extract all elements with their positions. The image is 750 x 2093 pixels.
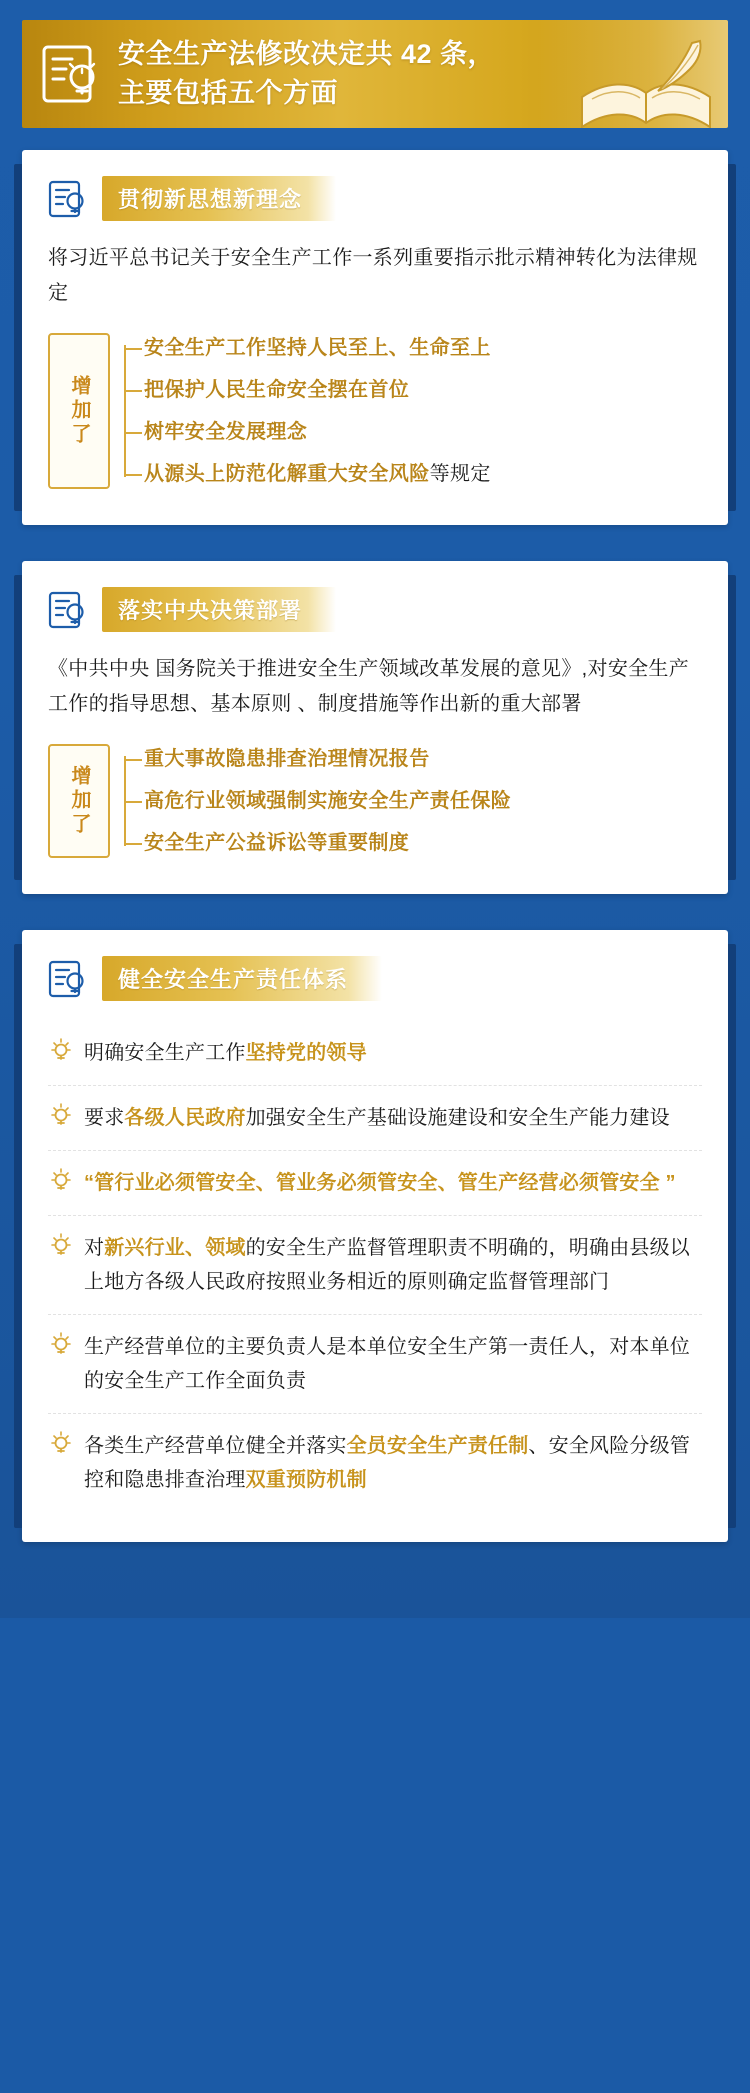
text-plain: 、安全风险分级管控和隐患排查治理 (84, 1435, 691, 1491)
list-item (48, 1086, 702, 1151)
added-item-plain: 等规定 (429, 463, 491, 485)
text-plain: 各类生产经营单位健全并落实 (84, 1435, 347, 1457)
text-plain: 加强安全生产基础设施建设和安全生产能力建设 (245, 1107, 670, 1129)
list-item (48, 1315, 702, 1414)
added-item (144, 822, 702, 864)
text-highlight: 双重预防机制 (245, 1469, 367, 1491)
page-title-line1: 安全生产法修改决定共 42 条， (118, 38, 496, 69)
header-banner (0, 0, 750, 150)
added-item (144, 327, 702, 369)
section-1-added-items (110, 327, 702, 495)
text-highlight: 全员安全生产责任制 (346, 1435, 529, 1457)
lightbulb-bullet-icon (50, 1431, 72, 1457)
section-1-paragraph: 将习近平总书记关于安全生产工作一系列重要指示批示精神转化为法律规定 (48, 247, 698, 304)
section-1-added-tag-label: 增加了 (68, 375, 90, 447)
page-title-line2: 主要包括五个方面 (118, 78, 338, 108)
section-1-title: 贯彻新思想新理念 (102, 176, 336, 221)
section-3-bullets (48, 1021, 702, 1512)
section-2-added-tag (48, 744, 110, 858)
list-item (48, 1151, 702, 1216)
list-item-text (84, 1036, 367, 1070)
list-item-text: 生产经营单位的主要负责人是本单位安全生产第一责任人，对本单位的安全生产工作全面负责 (84, 1336, 690, 1392)
added-item (144, 369, 702, 411)
added-item-gold: 高危行业领域强制实施安全生产责任保险 (144, 790, 512, 812)
section-3-title: 健全安全生产责任体系 (102, 956, 382, 1001)
text-plain: 对 (84, 1237, 105, 1259)
section-1-added-block (48, 327, 702, 495)
section-1-header (48, 176, 702, 221)
added-item (144, 411, 702, 453)
added-item-gold: 安全生产工作坚持人民至上、生命至上 (144, 337, 491, 359)
text-plain: 明确安全生产工作 (84, 1042, 246, 1064)
list-item (48, 1216, 702, 1315)
section-2-added-block (48, 738, 702, 864)
added-item-gold: 安全生产公益诉讼等重要制度 (144, 832, 410, 854)
lightbulb-bullet-icon (50, 1233, 72, 1259)
section-2-title: 落实中央决策部署 (102, 587, 336, 632)
section-2-added-items (110, 738, 702, 864)
document-lightbulb-icon (40, 43, 102, 105)
text-highlight: 新兴行业、领域 (104, 1237, 246, 1259)
added-item (144, 780, 702, 822)
list-item-text: “管行业必须管安全、管业务必须管安全、管生产经营必须管安全 ” (84, 1172, 676, 1194)
list-item-text (84, 1231, 700, 1299)
header-gold-band (22, 20, 728, 128)
list-item (48, 1414, 702, 1512)
added-item-gold: 从源头上防范化解重大安全风险 (144, 463, 430, 485)
section-card-1 (22, 150, 728, 525)
section-2-added-tag-label: 增加了 (68, 765, 90, 837)
lightbulb-bullet-icon (50, 1168, 72, 1194)
section-2-paragraph: 《中共中央 国务院关于推进安全生产领域改革发展的意见》,对安全生产工作的指导思想、基本原则 、制度措施等作出新的重大部署 (48, 658, 690, 715)
list-item-text (84, 1429, 700, 1497)
page-title (118, 35, 495, 113)
text-plain: 要求 (84, 1107, 125, 1129)
section-1-added-tag (48, 333, 110, 489)
lightbulb-bullet-icon (50, 1038, 72, 1064)
added-item-gold: 树牢安全发展理念 (144, 421, 308, 443)
added-item-gold: 把保护人民生命安全摆在首位 (144, 379, 410, 401)
lightbulb-bullet-icon (50, 1103, 72, 1129)
document-lightbulb-icon (48, 179, 88, 219)
list-item-text (84, 1101, 670, 1135)
list-item (48, 1021, 702, 1086)
lightbulb-bullet-icon (50, 1332, 72, 1358)
open-book-quill-icon (572, 35, 722, 128)
document-lightbulb-icon (48, 959, 88, 999)
text-highlight: 坚持党的领导 (245, 1042, 367, 1064)
section-3-header (48, 956, 702, 1001)
document-lightbulb-icon (48, 590, 88, 630)
added-item (144, 738, 702, 780)
section-card-3 (22, 930, 728, 1542)
text-plain: 的安全生产监督管理职责不明确的，明确由县级以上地方各级人民政府按照业务相近的原则确定监督管理部门 (84, 1237, 691, 1293)
section-card-2 (22, 561, 728, 894)
added-item-gold: 重大事故隐患排查治理情况报告 (144, 748, 430, 770)
section-2-header (48, 587, 702, 632)
added-item (144, 453, 702, 495)
text-highlight: 各级人民政府 (124, 1107, 246, 1129)
